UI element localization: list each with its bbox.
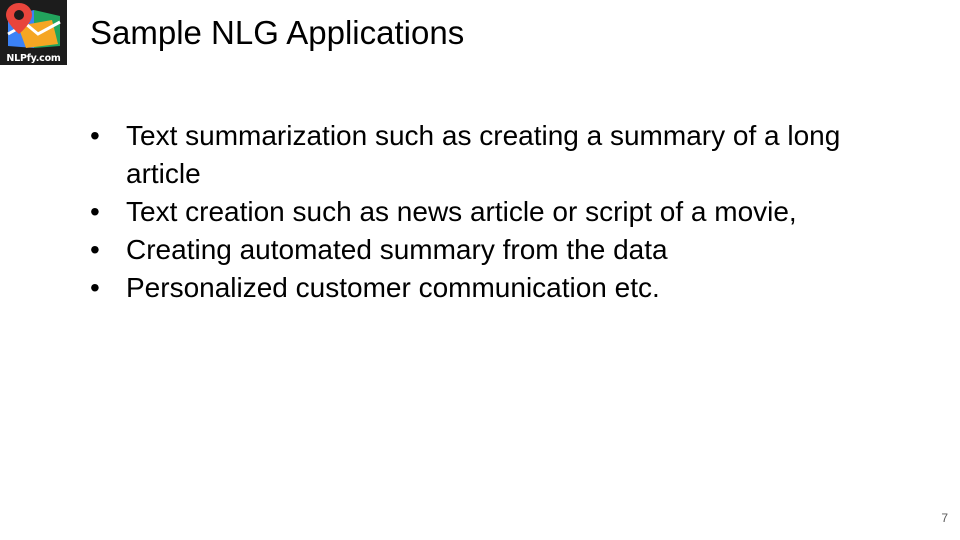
bullet-dot: •	[90, 272, 100, 303]
bullet-dot: •	[90, 234, 100, 265]
bullet-text: Text summarization such as creating a summary of a long article	[126, 120, 841, 189]
nlpfy-logo	[0, 0, 67, 65]
bullet-text: Personalized customer communication etc.	[126, 272, 660, 303]
bullet-item	[90, 193, 910, 231]
bullet-dot: •	[90, 196, 100, 227]
bullet-text: Creating automated summary from the data	[126, 234, 668, 265]
map-pin-logo-icon	[0, 0, 67, 52]
logo-text: NLPfy.com	[6, 53, 61, 64]
bullet-item	[90, 269, 910, 307]
slide-title: Sample NLG Applications	[90, 14, 465, 51]
bullet-item	[90, 231, 910, 269]
bullet-list	[90, 117, 910, 307]
bullet-item	[90, 117, 910, 193]
page-number: 7	[941, 511, 948, 525]
bullet-text: Text creation such as news article or script of a movie,	[126, 196, 797, 227]
bullet-dot: •	[90, 120, 100, 151]
